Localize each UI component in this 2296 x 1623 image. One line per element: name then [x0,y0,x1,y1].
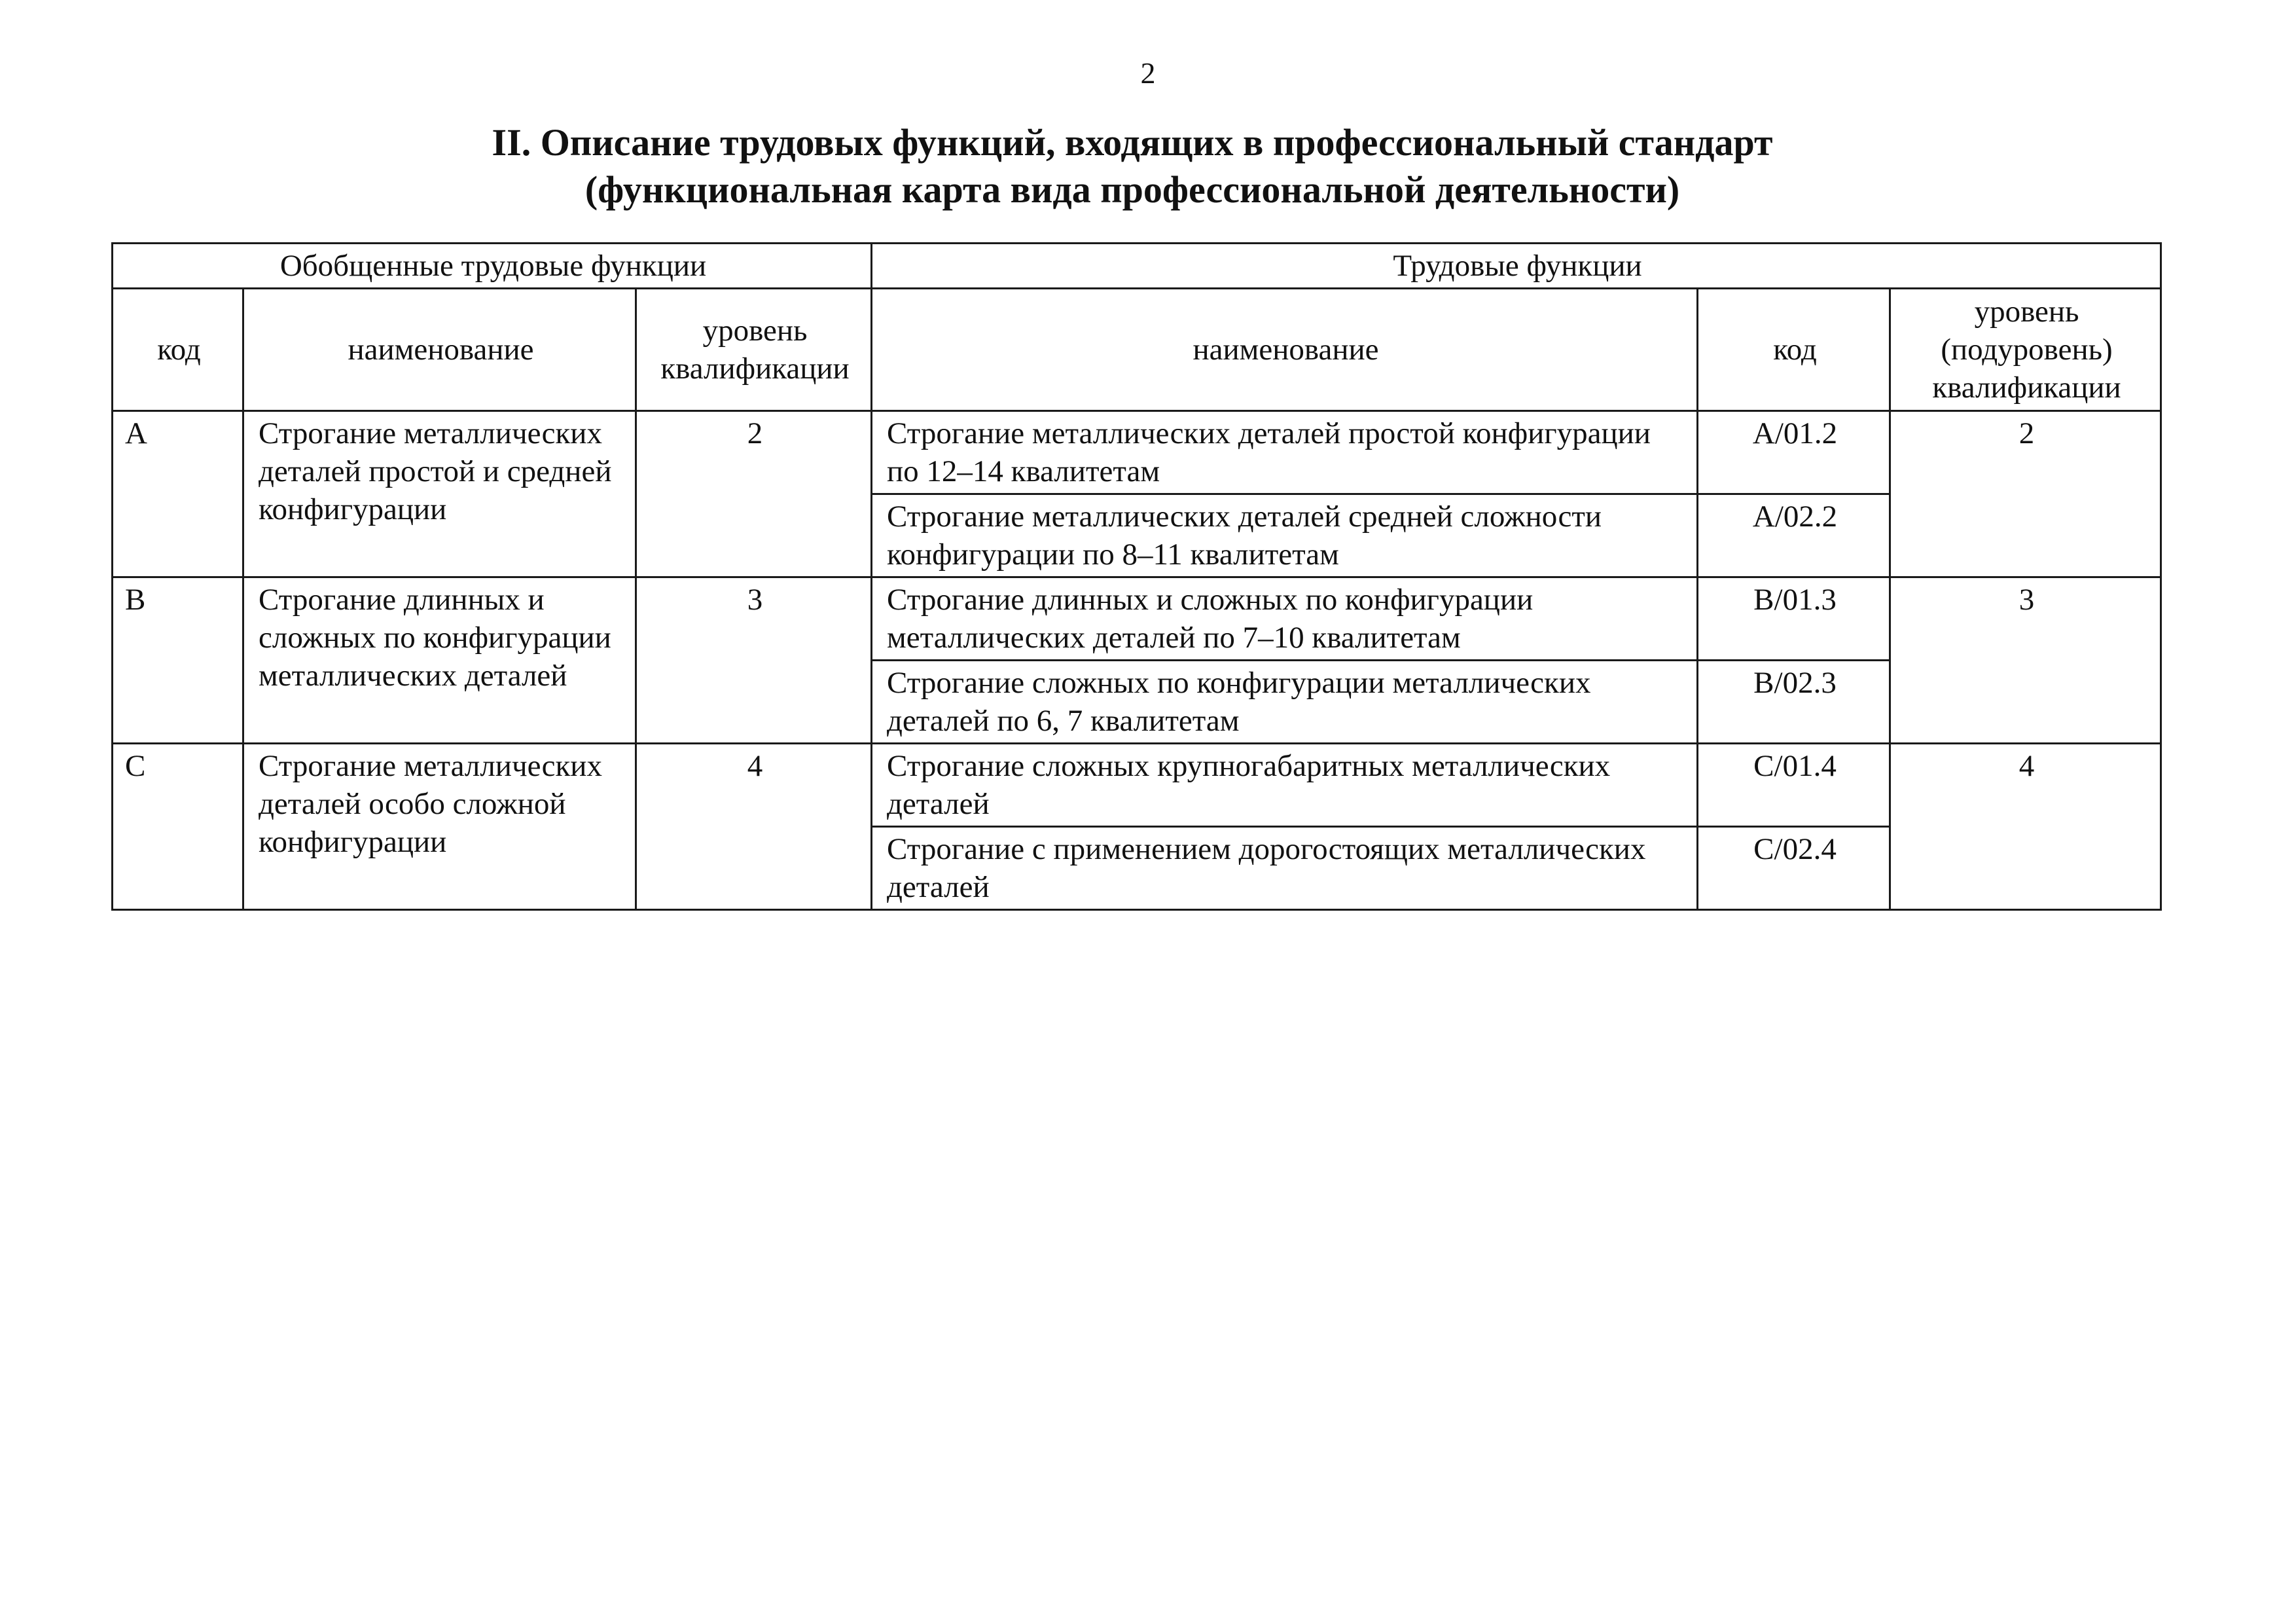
table-row [113,411,2161,494]
column-header-row [113,289,2161,411]
fn-code-cell: C/01.4 [1698,744,1890,827]
table-row [113,744,2161,827]
group-header-row [113,244,2161,289]
fn-level-cell: 2 [1890,411,2161,577]
gen-code-cell: C [113,744,243,910]
fn-name-cell: Строгание сложных крупногабаритных металлических деталей [872,744,1698,827]
section-title [196,119,2068,213]
fn-code-cell: B/02.3 [1698,661,1890,744]
page-number: 2 [1140,56,1156,90]
table-row [113,577,2161,661]
gen-level-cell: 3 [636,577,872,744]
fn-name-cell: Строгание металлических деталей средней сложности конфигурации по 8–11 квалитетам [872,494,1698,577]
gen-level-cell: 2 [636,411,872,577]
gen-code-header: код [113,289,243,411]
functional-map-table [111,242,2162,911]
gen-level-cell: 4 [636,744,872,910]
section-title-line-2: (функциональная карта вида профессиональной деятельности) [584,168,1680,211]
fn-level-header: уровень (подуровень) квалификации [1890,289,2161,411]
gen-code-cell: B [113,577,243,744]
gen-level-header: уровень квалификации [636,289,872,411]
fn-code-cell: B/01.3 [1698,577,1890,661]
fn-name-cell: Строгание с применением дорогостоящих металлических деталей [872,827,1698,910]
fn-name-header: наименование [872,289,1698,411]
labor-functions-header: Трудовые функции [872,244,2161,289]
gen-name-cell: Строгание металлических деталей особо сложной конфигурации [243,744,636,910]
fn-code-header: код [1698,289,1890,411]
fn-name-cell: Строгание длинных и сложных по конфигурации металлических деталей по 7–10 квалитетам [872,577,1698,661]
fn-level-cell: 3 [1890,577,2161,744]
fn-code-cell: A/01.2 [1698,411,1890,494]
fn-code-cell: C/02.4 [1698,827,1890,910]
gen-code-cell: A [113,411,243,577]
fn-level-cell: 4 [1890,744,2161,910]
generalized-functions-header: Обобщенные трудовые функции [113,244,872,289]
gen-name-cell: Строгание металлических деталей простой и средней конфигурации [243,411,636,577]
section-title-line-1: II. Описание трудовых функций, входящих в профессиональный стандарт [492,121,1773,164]
gen-name-header: наименование [243,289,636,411]
fn-code-cell: A/02.2 [1698,494,1890,577]
fn-name-cell: Строгание металлических деталей простой конфигурации по 12–14 квалитетам [872,411,1698,494]
fn-name-cell: Строгание сложных по конфигурации металлических деталей по 6, 7 квалитетам [872,661,1698,744]
gen-name-cell: Строгание длинных и сложных по конфигурации металлических деталей [243,577,636,744]
